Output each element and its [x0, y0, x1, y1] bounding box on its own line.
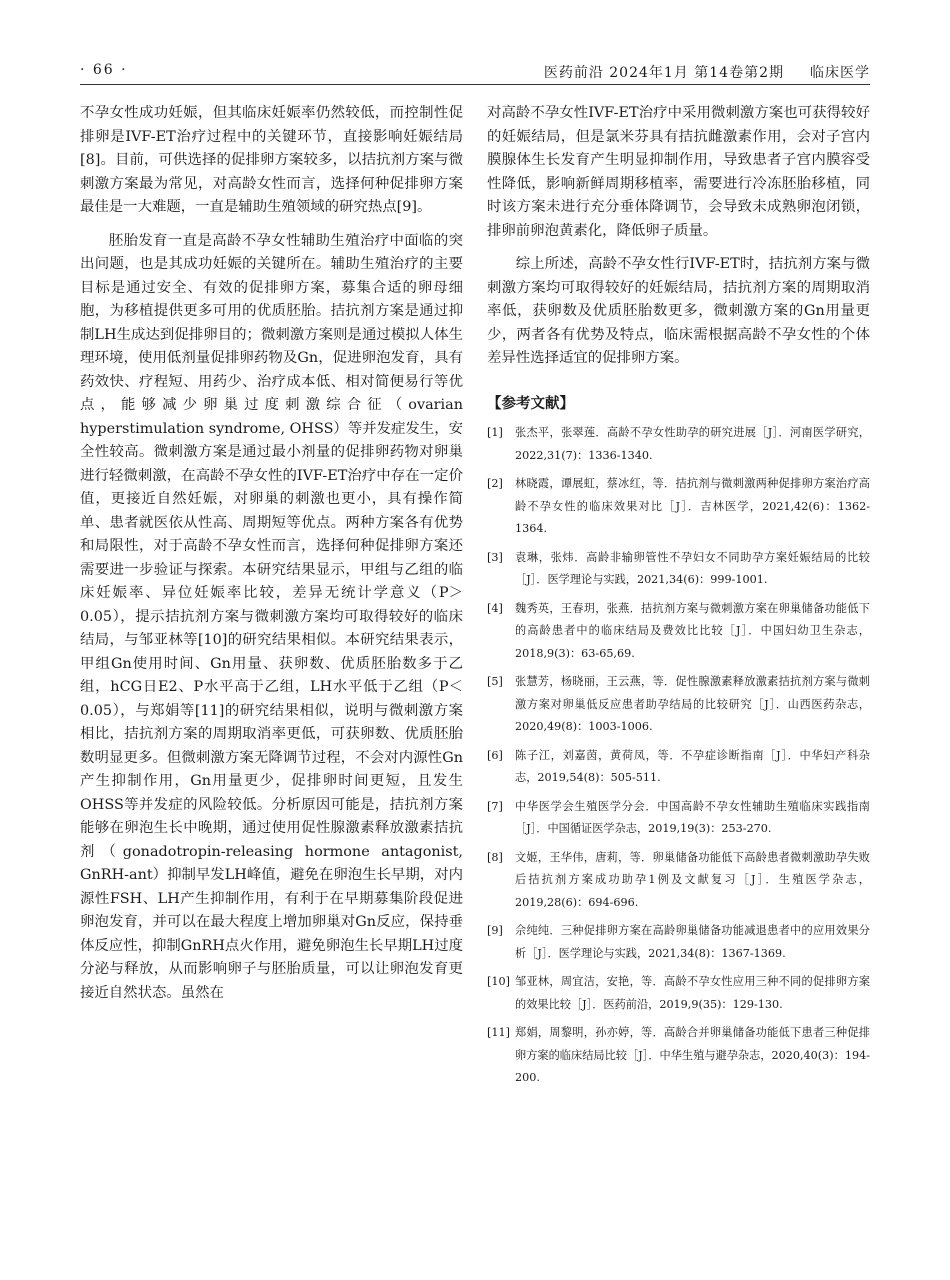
reference-item: [487, 745, 870, 790]
reference-number: [2]: [487, 477, 503, 490]
journal-section: 临床医学: [810, 65, 870, 81]
reference-item: [487, 971, 870, 1016]
reference-text: 中华医学会生殖医学分会．中国高龄不孕女性辅助生殖临床实践指南［J］．中国循证医学杂志，2019,19(3)：253-270.: [515, 799, 870, 835]
left-column: [80, 102, 463, 1015]
reference-text: 张杰平，张翠莲．高龄不孕女性助孕的研究进展［J］．河南医学研究，2022,31(7)：1336-1340.: [515, 426, 870, 462]
reference-item: [487, 796, 870, 841]
reference-number: [9]: [487, 924, 503, 937]
body-paragraph: 胚胎发育一直是高龄不孕女性辅助生殖治疗中面临的突出问题，也是其成功妊娠的关键所在。辅助生殖治疗的主要目标是通过安全、有效的促排卵方案，募集合适的卵母细胞，为移植提供更多可用的优质胚胎。拮抗剂方案是通过抑制LH生成达到促排卵目的；微刺激方案则是通过模拟人体生理环境，使用低剂量促排卵药物及Gn，促进卵泡发育，具有药效快、疗程短、用药少、治疗成本低、相对简便易行等优点，能够减少卵巢过度刺激综合征（ovarian hyperstimulation syndrome, OHSS）等并发症发生，安全性较高。微刺激方案是通过最小剂量的促排卵药物对卵巢进行轻微刺激，在高龄不孕女性的IVF-ET治疗中存在一定价值，更接近自然妊娠，对卵巢的刺激也更小，具有操作简单、患者就医依从性高、周期短等优点。两种方案各有优势和局限性，对于高龄不孕女性而言，选择何种促排卵方案还需要进一步验证与探索。本研究结果显示，甲组与乙组的临床妊娠率、异位妊娠率比较，差异无统计学意义（P＞0.05），提示拮抗剂方案与微刺激方案均可取得较好的临床结局，与邹亚林等[10]的研究结果相似。本研究结果表示，甲组Gn使用时间、Gn用量、获卵数、优质胚胎数多于乙组，hCG日E2、P水平高于乙组，LH水平低于乙组（P＜0.05），与郑娟等[11]的研究结果相似，说明与微刺激方案相比，拮抗剂方案的周期取消率更低，可获卵数、优质胚胎数明显更多。但微刺激方案无降调节过程，不会对内源性Gn产生抑制作用，Gn用量更少，促排卵时间更短，且发生OHSS等并发症的风险较低。分析原因可能是，拮抗剂方案能够在卵泡生长中晚期，通过使用促性腺激素释放激素拮抗剂（gonadotropin-releasing hormone antagonist, GnRH-ant）抑制早发LH峰值，避免在卵泡生长早期，对内源性FSH、LH产生抑制作用，有利于在早期募集阶段促进卵泡发育，并可以在最大程度上增加卵巢对Gn反应，保持垂体反应性，抑制GnRH点火作用，避免卵泡生长早期LH过度分泌与释放，从而影响卵子与胚胎质量，可以让卵泡发育更接近自然状态。虽然在: [80, 232, 463, 1001]
reference-item: [487, 598, 870, 666]
reference-list: [487, 422, 870, 1090]
reference-number: [6]: [487, 748, 503, 762]
body-paragraph: 综上所述，高龄不孕女性行IVF-ET时，拮抗剂方案与微刺激方案均可取得较好的妊娠结局，拮抗剂方案的周期取消率低，获卵数及优质胚胎数更多，微刺激方案的Gn用量更少，两者各有优势及特点，临床需根据高龄不孕女性的个体差异性选择适宜的促排卵方案。: [487, 256, 871, 366]
right-column: [487, 102, 870, 1096]
reference-text: 郑娟，周黎明，孙亦婷，等．高龄合并卵巢储备功能低下患者三种促排卵方案的临床结局比较［J］．中华生殖与避孕杂志，2020,40(3)：194-200.: [515, 1026, 870, 1084]
reference-text: 张慧芳，杨晓丽，王云燕，等．促性腺激素释放激素拮抗剂方案与微刺激方案对卵巢低反应患者助孕结局的比较研究［J］．山西医药杂志，2020,49(8)：1003-1006.: [515, 675, 870, 733]
reference-item: [487, 920, 870, 965]
reference-item: [487, 1022, 870, 1090]
running-header: [80, 60, 870, 85]
reference-item: [487, 422, 870, 467]
reference-text: 魏秀英，王春玥，张燕．拮抗剂方案与微刺激方案在卵巢储备功能低下的高龄患者中的临床结局及费效比比较［J］．中国妇幼卫生杂志，2018,9(3)：63-65,69.: [515, 601, 870, 660]
journal-info: [544, 62, 870, 82]
reference-item: [487, 547, 870, 592]
reference-item: [487, 473, 870, 541]
reference-item: [487, 671, 870, 739]
reference-text: 邹亚林，周宜洁，安艳，等．高龄不孕女性应用三种不同的促排卵方案的效果比较［J］．医药前沿，2019,9(35)：129-130.: [515, 975, 870, 1011]
body-paragraph: 不孕女性成功妊娠，但其临床妊娠率仍然较低，而控制性促排卵是IVF-ET治疗过程中的关键环节，直接影响妊娠结局[8]。目前，可供选择的促排卵方案较多，以拮抗剂方案与微刺激方案最为常见，对高龄女性而言，选择何种促排卵方案最佳是一大难题，一直是辅助生殖领域的研究热点[9]。: [80, 105, 463, 215]
reference-number: [4]: [487, 601, 503, 615]
reference-number: [5]: [487, 675, 503, 688]
reference-number: [11]: [487, 1026, 510, 1039]
reference-number: [7]: [487, 799, 503, 813]
reference-text: 袁琳，张炜．高龄非输卵管性不孕妇女不同助孕方案妊娠结局的比较［J］．医学理论与实践，2021,34(6)：999-1001.: [515, 550, 870, 586]
reference-text: 陈子江，刘嘉茵，黄荷凤，等．不孕症诊断指南［J］．中华妇产科杂志，2019,54(8)：505-511.: [515, 748, 870, 784]
reference-item: [487, 847, 870, 915]
reference-number: [8]: [487, 850, 503, 864]
references-title: 【参考文献】: [487, 395, 574, 412]
reference-text: 林晓霞，谭展虹，蔡冰红，等．拮抗剂与微刺激两种促排卵方案治疗高龄不孕女性的临床效果对比［J］．吉林医学，2021,42(6)：1362-1364.: [515, 477, 870, 535]
page-number: · 66 ·: [80, 62, 128, 78]
journal-issue: 医药前沿 2024年1月 第14卷第2期: [543, 65, 784, 81]
reference-number: [3]: [487, 550, 503, 564]
body-paragraph: 对高龄不孕女性IVF-ET治疗中采用微刺激方案也可获得较好的妊娠结局，但是氯米芬具有拮抗雌激素作用，会对子宫内膜腺体生长发育产生明显抑制作用，导致患者子宫内膜容受性降低，影响新鲜周期移植率，需要进行冷冻胚胎移植，同时该方案未进行充分垂体降调节，会导致未成熟卵泡闭锁，排卵前卵泡黄素化，降低卵子质量。: [487, 105, 870, 239]
reference-number: [1]: [487, 426, 503, 439]
reference-text: 文姬，王华伟，唐莉，等．卵巢储备功能低下高龄患者微刺激助孕失败后拮抗剂方案成功助孕1例及文献复习［J］．生殖医学杂志，2019,28(6)：694-696.: [515, 850, 870, 909]
reference-number: [10]: [487, 975, 510, 988]
reference-text: 佘纯纯．三种促排卵方案在高龄卵巢储备功能减退患者中的应用效果分析［J］．医学理论与实践，2021,34(8)：1367-1369.: [515, 924, 870, 960]
